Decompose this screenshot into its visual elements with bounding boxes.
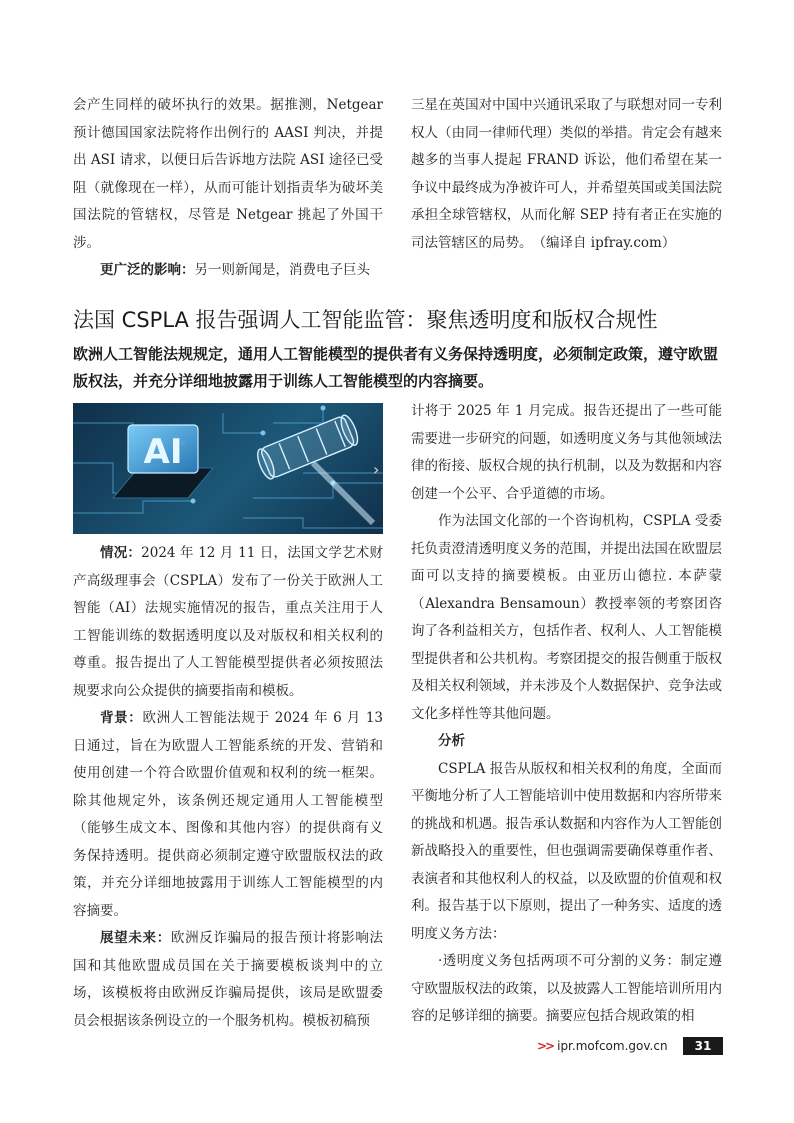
gavel-icon (254, 413, 373, 523)
body-paragraph (73, 540, 383, 705)
double-chevron-right-icon: >> (537, 1039, 554, 1053)
paragraph-text: 欧洲反诈骗局的报告预计将影响法国和其他欧盟成员国在关于摘要模板谈判中的立场，该模板将由欧洲反诈骗局提供，该局是欧盟委员会根据该条例设立的一个服务机构。模板初稿预 (73, 930, 384, 1029)
article-left-column (73, 540, 383, 1035)
paragraph-lead-label: 展望未来： (100, 930, 171, 946)
paragraph-text: 三星在英国对中国中兴通讯采取了与联想对同一专利权人（由同一律师代理）类似的举措。肯定会有越来越多的当事人提起 FRAND 诉讼，他们希望在某一争议中最终成为净被许可人，并希望英国或美国法院承担全球管辖权，从而化解 SEP 持有者正在实施的司法管辖区的局势。 （编译自 ipfray.com） (411, 97, 722, 251)
footer-site-url[interactable]: ipr.mofcom.gov.cn (557, 1039, 668, 1053)
body-paragraph (411, 398, 722, 508)
paragraph-text: ·透明度义务包括两项不可分割的义务：制定遵守欧盟版权法的政策，以及披露人工智能培训所用内容的足够详细的摘要。摘要应包括合规政策的相 (411, 953, 722, 1024)
footer-site (537, 1038, 668, 1054)
body-paragraph (411, 508, 722, 728)
body-paragraph (411, 756, 722, 949)
article-deck: 欧洲人工智能法规规定，通用人工智能模型的提供者有义务保持透明度，必须制定政策，遵守欧盟版权法，并充分详细地披露用于训练人工智能模型的内容摘要。 (73, 345, 719, 390)
paragraph-text: 作为法国文化部的一个咨询机构，CSPLA 受委托负责澄清透明度义务的范围，并提出法国在欧盟层面可以支持的摘要模板。由亚历山德拉. 本萨蒙（Alexandra Bensamoun）教授率领的考察团咨询了各利益相关方，包括作者、权利人、人工智能模型提供者和公共机构。考察团提交的报告侧重于版权及相关权利领域，并未涉及个人数据保护、竞争法或文化多样性等其他问题。 (411, 513, 722, 722)
body-paragraph (73, 925, 383, 1035)
page-number-badge: 31 (683, 1037, 723, 1055)
paragraph-lead-label: 更广泛的影响： (100, 262, 195, 278)
article-right-column (411, 398, 722, 1031)
prev-article-left-column (73, 92, 383, 285)
paragraph-lead-label: 背景： (100, 710, 143, 726)
paragraph-text: 计将于 2025 年 1 月完成。报告还提出了一些可能需要进一步研究的问题，如透明度义务与其他领域法律的衔接、版权合规的执行机制，以及为数据和内容创建一个公平、合乎道德的市场。 (411, 403, 722, 502)
paragraph-text: 2024 年 12 月 11 日，法国文学艺术财产高级理事会（CSPLA）发布了一份关于欧洲人工智能（AI）法规实施情况的报告，重点关注用于人工智能训练的数据透明度以及对版权和相关权利的尊重。报告提出了人工智能模型提供者必须按照法规要求向公众提供的摘要指南和模板。 (73, 545, 383, 699)
chevron-right-icon: › (373, 460, 380, 479)
paragraph-lead-label: 情况： (100, 545, 142, 561)
body-paragraph (411, 948, 722, 1031)
body-paragraph (73, 92, 383, 257)
paragraph-text: 欧洲人工智能法规于 2024 年 6 月 13 日通过，旨在为欧盟人工智能系统的开发、营销和使用创建一个符合欧盟价值观和权利的统一框架。除其他规定外，该条例还规定通用人工智能模型（能够生成文本、图像和其他内容）的提供商有义务保持透明。提供商必须制定遵守欧盟版权法的政策，并充分详细地披露用于训练人工智能模型的内容摘要。 (73, 710, 383, 919)
prev-article-right-column (411, 92, 722, 257)
body-paragraph (73, 705, 383, 925)
article-right-body (411, 398, 722, 728)
body-paragraph (73, 257, 383, 285)
paragraph-text: 另一则新闻是，消费电子巨头 (194, 262, 370, 278)
analysis-body (411, 756, 722, 1031)
paragraph-text: CSPLA 报告从版权和相关权利的角度，全面而平衡地分析了人工智能培训中使用数据和内容所带来的挑战和机遇。报告承认数据和内容作为人工智能创新战略投入的重要性，但也强调需要确保尊重作者、表演者和其他权利人的权益，以及欧盟的价值观和权利。报告基于以下原则，提出了一种务实、适度的透明度义务方法： (411, 760, 722, 942)
article-hero-image (73, 403, 383, 534)
paragraph-text: 会产生同样的破坏执行的效果。据推测，Netgear 预计德国国家法院将作出例行的 AASI 判决，并提出 ASI 请求，以便日后告诉地方法院 ASI 途径已受阻（就像现在一样），从而可能计划指责华为破坏美国法院的管辖权，尽管是 Netgear 挑起了外国干涉。 (73, 97, 383, 251)
analysis-heading: 分析 (438, 733, 465, 749)
article-title: 法国 CSPLA 报告强调人工智能监管：聚焦透明度和版权合规性 (73, 308, 658, 332)
ai-chip-label: AI (143, 432, 183, 472)
body-paragraph (411, 92, 722, 257)
